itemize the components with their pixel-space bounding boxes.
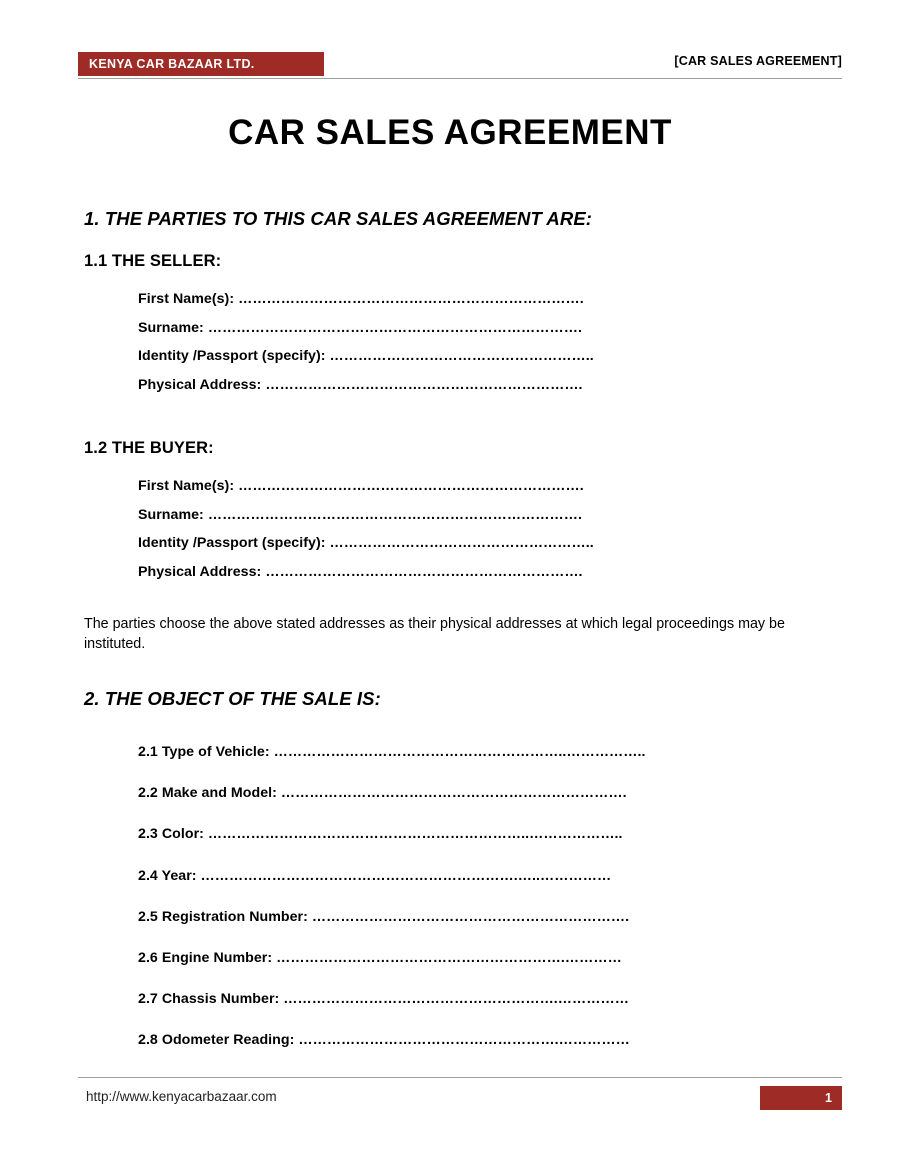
subsection-heading-buyer: 1.2 THE BUYER: bbox=[84, 439, 214, 457]
object-type-of-vehicle-field[interactable]: 2.1 Type of Vehicle: ……………………………………………………..…………….. bbox=[138, 744, 646, 760]
parties-address-note: The parties choose the above stated addresses as their physical addresses at which legal proceedings may be instituted. bbox=[84, 616, 785, 652]
buyer-first-name-field[interactable]: First Name(s): ………………………………………………………………. bbox=[138, 478, 584, 494]
spacer bbox=[84, 654, 844, 688]
buyer-address-field[interactable]: Physical Address: …………………………………………………………. bbox=[138, 563, 583, 580]
document-tag: [CAR SALES AGREEMENT] bbox=[674, 54, 842, 68]
seller-address-field[interactable]: Physical Address: …………………………………………………………. bbox=[138, 376, 583, 393]
section-heading-object: 2. THE OBJECT OF THE SALE IS: bbox=[84, 688, 381, 709]
footer-divider bbox=[78, 1077, 842, 1078]
footer-website-link[interactable]: http://www.kenyacarbazaar.com bbox=[86, 1089, 277, 1104]
object-color-field[interactable]: 2.3 Color: …………………………………………………………..……………….. bbox=[138, 826, 623, 843]
object-fields bbox=[138, 732, 844, 1062]
spacer bbox=[84, 399, 844, 439]
spacer bbox=[84, 586, 844, 614]
seller-surname-field[interactable]: Surname: ……………………………………………………………………. bbox=[138, 319, 582, 336]
section-heading-parties: 1. THE PARTIES TO THIS CAR SALES AGREEMENT ARE: bbox=[84, 208, 593, 229]
object-odometer-reading-field[interactable]: 2.8 Odometer Reading: ……………………………………………….…………… bbox=[138, 1032, 630, 1049]
buyer-fields bbox=[138, 472, 844, 586]
subsection-heading-seller: 1.1 THE SELLER: bbox=[84, 252, 222, 270]
page-title: CAR SALES AGREEMENT bbox=[228, 113, 672, 152]
page-header bbox=[78, 52, 842, 78]
seller-first-name-field[interactable]: First Name(s): ………………………………………………………………. bbox=[138, 291, 584, 307]
object-engine-number-field[interactable]: 2.6 Engine Number: …………………………………………………….………… bbox=[138, 950, 622, 967]
company-badge: KENYA CAR BAZAAR LTD. bbox=[78, 52, 324, 76]
page-footer bbox=[78, 1077, 842, 1113]
seller-fields bbox=[138, 285, 844, 399]
document-body bbox=[84, 208, 844, 1062]
buyer-surname-field[interactable]: Surname: ……………………………………………………………………. bbox=[138, 506, 582, 523]
seller-identity-field[interactable]: Identity /Passport (specify): ……………………………………………….. bbox=[138, 348, 594, 364]
buyer-identity-field[interactable]: Identity /Passport (specify): ……………………………………………….. bbox=[138, 535, 594, 551]
page-number-badge: 1 bbox=[760, 1086, 842, 1110]
object-year-field[interactable]: 2.4 Year: ………………………………………………………….…..…………… bbox=[138, 867, 612, 884]
object-make-and-model-field[interactable]: 2.2 Make and Model: ………………………………………………………………. bbox=[138, 785, 627, 802]
object-registration-number-field[interactable]: 2.5 Registration Number: …………………………………………………………. bbox=[138, 908, 630, 925]
object-chassis-number-field[interactable]: 2.7 Chassis Number: ………………………………………………….…………… bbox=[138, 991, 629, 1008]
header-divider bbox=[78, 78, 842, 79]
